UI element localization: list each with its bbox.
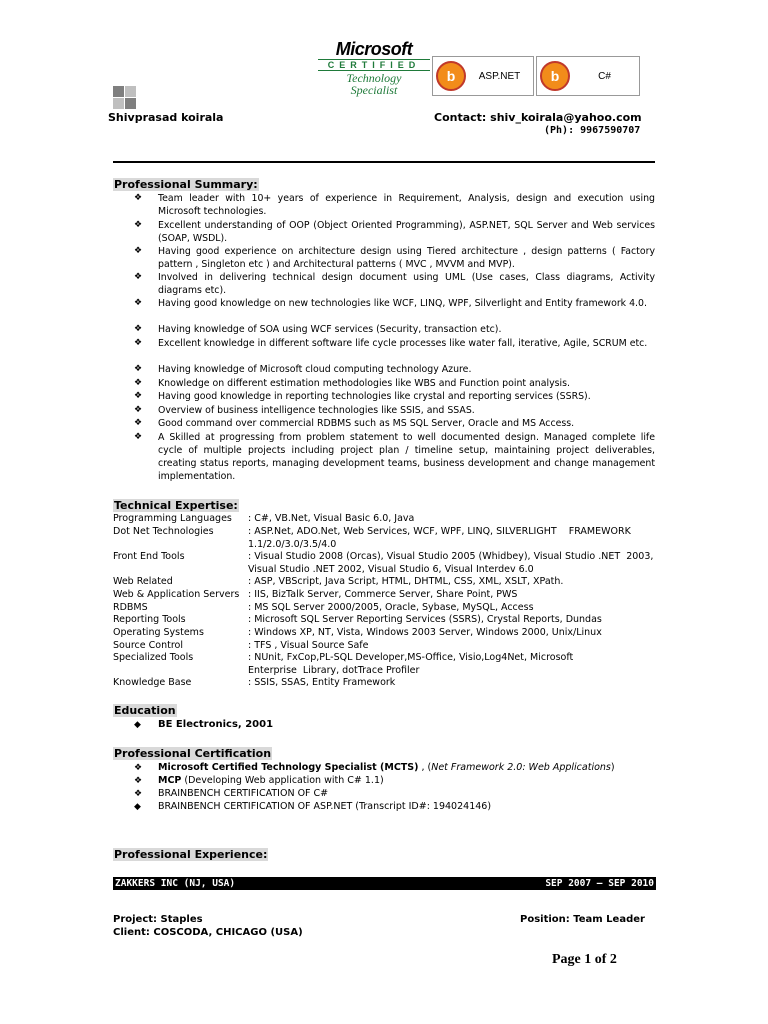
summary-item: Having good knowledge on new technologies like WCF, LINQ, WPF, Silverlight and Entity framework 4.0. [158,298,647,309]
summary-item: Knowledge on different estimation methodologies like WBS and Function point analysis. [158,378,571,389]
tech-value: : MS SQL Server 2000/2005, Oracle, Sybase, MySQL, Access [248,602,534,613]
logo-line1: Technology [346,71,402,85]
bullet-icon: ❖ [134,298,143,308]
brainbench-csharp-badge [536,56,640,96]
bullet-icon: ❖ [134,324,143,334]
summary-item: Having good experience on architecture design using Tiered architecture , design patterns ( Factory pattern , Singleton etc ) and Architectural patterns ( MVC , MVVM and MVP). [158,246,655,270]
bullet-icon: ❖ [134,405,143,415]
summary-item: Having knowledge of Microsoft cloud computing technology Azure. [158,364,472,375]
tech-value: : ASP.Net, ADO.Net, Web Services, WCF, WPF, LINQ, SILVERLIGHT FRAMEWORK 1.1/2.0/3.0/3.5/4.0 [248,526,631,550]
tech-label: Source Control [113,640,183,651]
certification-italic: Net Framework 2.0: Web Applications [431,762,611,773]
certification-rest: BRAINBENCH CERTIFICATION OF C# [158,788,329,799]
tech-label: Web Related [113,576,173,587]
bullet-icon: ❖ [134,338,143,348]
brainbench-seal-icon: b [540,61,570,91]
summary-item: Excellent knowledge in different software life cycle processes like water fall, iterative, Agile, SCRUM etc. [158,338,648,349]
certification-rest: (Developing Web application with C# 1.1) [181,775,384,786]
certification-bold: Microsoft Certified Technology Specialist (MCTS) [158,762,419,773]
contact-email: Contact: shiv_koirala@yahoo.com [434,111,642,124]
education-bullet-icon: ◆ [134,720,141,730]
contact-phone: (Ph): 9967590707 [544,125,641,136]
candidate-name: Shivprasad koirala [108,111,224,124]
logo-line2: Specialist [350,83,398,97]
header-divider [113,161,655,163]
certification-bold: MCP [158,775,182,786]
bullet-icon: ❖ [134,432,143,442]
tech-label: Web & Application Servers [113,589,240,600]
summary-item: Excellent understanding of OOP (Object Oriented Programming), ASP.NET, SQL Server and Web services (SOAP, WSDL). [158,220,655,244]
certification-item [158,801,491,814]
tech-value: : C#, VB.Net, Visual Basic 6.0, Java [248,513,415,524]
badge-label: ASP.NET [478,70,521,82]
tech-value: : NUnit, FxCop,PL-SQL Developer,MS-Office, Visio,Log4Net, Microsoft Enterprise Library, dotTrace Profiler [248,652,574,676]
company-period: SEP 2007 – SEP 2010 [545,878,654,889]
brainbench-seal-icon: b [436,61,466,91]
certification-rest: BRAINBENCH CERTIFICATION OF ASP.NET (Transcript ID#: 194024146) [158,801,492,812]
bullet-icon: ❖ [134,272,143,282]
tech-label: Reporting Tools [113,614,186,625]
tech-label: RDBMS [113,602,148,613]
certification-item [158,788,328,801]
project-position: Position: Team Leader [520,914,645,925]
certification-rest: , ( [418,762,432,773]
bullet-icon: ❖ [134,789,143,799]
certification-heading: Professional Certification [114,747,272,760]
tech-value: : Microsoft SQL Server Reporting Services (SSRS), Crystal Reports, Dundas [248,614,602,625]
bullet-icon: ❖ [134,763,143,773]
tech-label: Knowledge Base [113,677,192,688]
tech-label: Operating Systems [113,627,204,638]
tech-value: : TFS , Visual Source Safe [248,640,369,651]
summary-item: Involved in delivering technical design document using UML (Use cases, Class diagrams, Activity diagrams etc). [158,272,655,296]
education-item: BE Electronics, 2001 [158,719,274,730]
bullet-icon: ❖ [134,776,143,786]
tech-label: Dot Net Technologies [113,526,214,537]
summary-item: A Skilled at progressing from problem statement to well documented design. Managed complete life cycle of multiple projects including project plan / timeline setup, maintaining project deliverables, creating status reports, managing development teams, business development and change management implementation. [158,432,655,482]
tech-value: : Visual Studio 2008 (Orcas), Visual Studio 2005 (Whidbey), Visual Studio .NET 2003, Visual Studio .NET 2002, Visual Studio 6, Visual Interdev 6.0 [248,551,654,575]
profile-logo [113,86,137,110]
logo-certified: CERTIFIED [318,59,430,71]
tech-value: : ASP, VBScript, Java Script, HTML, DHTML, CSS, XML, XSLT, XPath. [248,576,564,587]
certification-tail: ) [610,762,615,773]
brainbench-aspnet-badge [432,56,534,96]
bullet-icon: ❖ [134,220,143,230]
bullet-icon: ❖ [134,418,143,428]
company-bar [113,877,656,890]
logo-brand: Microsoft [335,39,413,59]
summary-item: Having knowledge of SOA using WCF services (Security, transaction etc). [158,324,502,335]
bullet-icon: ◆ [134,802,141,812]
project-client: Client: COSCODA, CHICAGO (USA) [113,927,303,938]
bullet-icon: ❖ [134,391,143,401]
technical-heading: Technical Expertise: [114,499,238,512]
badge-label: C# [598,70,611,82]
page-number: Page 1 of 2 [552,952,617,967]
certification-item [158,775,384,788]
summary-item: Having good knowledge in reporting technologies like crystal and reporting services (SSRS). [158,391,591,402]
tech-value: : SSIS, SSAS, Entity Framework [248,677,396,688]
summary-item: Good command over commercial RDBMS such as MS SQL Server, Oracle and MS Access. [158,418,575,429]
bullet-icon: ❖ [134,193,143,203]
tech-value: : Windows XP, NT, Vista, Windows 2003 Server, Windows 2000, Unix/Linux [248,627,602,638]
education-heading: Education [114,704,176,717]
bullet-icon: ❖ [134,378,143,388]
summary-item: Team leader with 10+ years of experience in Requirement, Analysis, design and execution using Microsoft technologies. [158,193,655,217]
company-name: ZAKKERS INC (NJ, USA) [115,878,236,889]
microsoft-certified-logo [318,40,430,96]
project-name: Project: Staples [113,914,203,925]
tech-label: Specialized Tools [113,652,194,663]
summary-item: Overview of business intelligence technologies like SSIS, and SSAS. [158,405,475,416]
tech-value: : IIS, BizTalk Server, Commerce Server, Share Point, PWS [248,589,518,600]
bullet-icon: ❖ [134,364,143,374]
summary-heading: Professional Summary: [114,178,258,191]
experience-heading: Professional Experience: [114,848,268,861]
certification-item [158,762,615,775]
bullet-icon: ❖ [134,246,143,256]
tech-label: Front End Tools [113,551,185,562]
tech-label: Programming Languages [113,513,232,524]
